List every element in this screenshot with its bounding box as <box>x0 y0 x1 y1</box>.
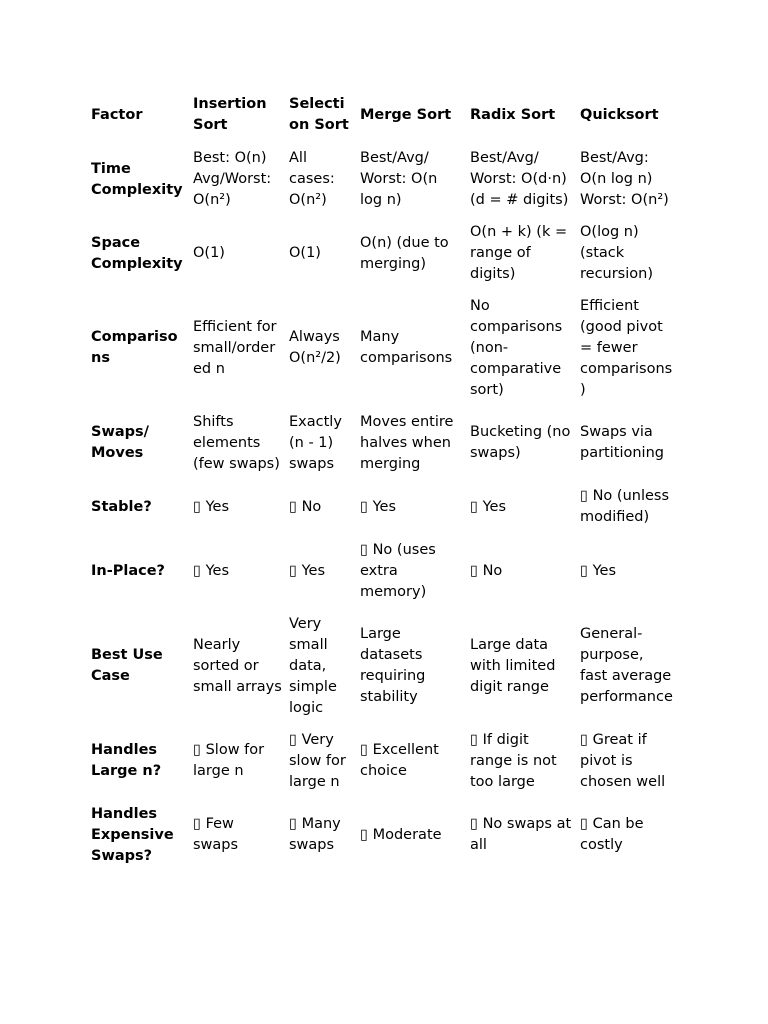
table-cell: Many comparisons <box>360 329 453 366</box>
table-cell: Exactly (n - 1) swaps <box>289 413 342 472</box>
table-cell: ▯ Great if pivot is chosen well <box>580 731 666 790</box>
table-cell: Large datasets requiring stability <box>360 626 426 705</box>
table-cell: Swaps via partitioning <box>580 424 664 461</box>
table-cell: Efficient for small/ordered n <box>193 318 277 377</box>
table-row <box>87 290 676 406</box>
table-cell: ▯ Few swaps <box>193 816 239 853</box>
table-cell: All cases: O(n²) <box>289 150 335 208</box>
row-factor: In-Place? <box>91 562 165 579</box>
table-row <box>87 798 676 872</box>
table-cell: Moves entire halves when merging <box>360 413 454 472</box>
table-cell: Best: O(n) Avg/Worst: O(n²) <box>193 150 272 208</box>
table-cell: O(n + k) (k = range of digits) <box>470 224 568 282</box>
header-insertion-sort: Insertion Sort <box>193 96 267 133</box>
row-factor: Handles Expensive Swaps? <box>91 805 174 864</box>
header-factor: Factor <box>91 106 143 123</box>
table-cell: O(log n) (stack recursion) <box>580 224 653 282</box>
table-cell: ▯ Yes <box>193 498 229 515</box>
header-quicksort: Quicksort <box>580 106 659 123</box>
table-cell: No comparisons (non-comparative sort) <box>470 297 563 398</box>
table-row <box>87 480 676 534</box>
header-radix-sort: Radix Sort <box>470 106 556 123</box>
table-cell: ▯ Yes <box>289 562 325 579</box>
table-row <box>87 534 676 608</box>
row-factor: Space Complexity <box>91 234 183 272</box>
table-cell: O(n) (due to merging) <box>360 234 449 272</box>
table-cell: Best/Avg: O(n log n) Worst: O(n²) <box>580 150 669 208</box>
table-cell: ▯ Yes <box>580 562 616 579</box>
table-cell: Nearly sorted or small arrays <box>193 636 282 695</box>
sorting-comparison-table <box>87 88 676 872</box>
table-cell: O(1) <box>193 245 225 261</box>
table-row <box>87 724 676 798</box>
table-cell: ▯ Yes <box>193 562 229 579</box>
table-cell: Best/Avg/ Worst: O(n log n) <box>360 150 438 208</box>
table-cell: ▯ No <box>470 562 503 579</box>
table-cell: ▯ Many swaps <box>289 816 341 853</box>
table-cell: ▯ If digit range is not too large <box>470 731 557 790</box>
table-cell: ▯ Yes <box>360 498 396 515</box>
table-row <box>87 142 676 217</box>
header-selection-sort: Selection Sort <box>289 96 349 133</box>
row-factor: Comparisons <box>91 329 178 366</box>
row-factor: Handles Large n? <box>91 742 162 779</box>
table-cell: ▯ Yes <box>470 498 506 515</box>
table-cell: ▯ Very slow for large n <box>289 731 346 790</box>
table-cell: General-purpose, fast average performance <box>580 626 673 705</box>
table-cell: ▯ Moderate <box>360 826 442 843</box>
table-cell: ▯ Excellent choice <box>360 742 439 779</box>
table-header-row <box>87 88 676 142</box>
table-row <box>87 406 676 480</box>
row-factor: Time Complexity <box>91 160 183 198</box>
table-cell: ▯ No swaps at all <box>470 816 572 853</box>
table-cell: Large data with limited digit range <box>470 636 556 695</box>
table-cell: Best/Avg/ Worst: O(d·n) (d = # digits) <box>470 150 569 208</box>
row-factor: Best Use Case <box>91 647 163 684</box>
table-cell: Bucketing (no swaps) <box>470 424 571 461</box>
header-merge-sort: Merge Sort <box>360 106 452 123</box>
table-cell: Very small data, simple logic <box>289 615 337 716</box>
table-row <box>87 608 676 724</box>
row-factor: Swaps/ Moves <box>91 424 149 461</box>
table-cell: ▯ No (unless modified) <box>580 488 670 525</box>
table-cell: ▯ No (uses extra memory) <box>360 541 436 600</box>
table-cell: O(1) <box>289 245 321 261</box>
table-cell: ▯ Can be costly <box>580 816 644 853</box>
table-cell: ▯ No <box>289 498 322 515</box>
table-cell: Shifts elements (few swaps) <box>193 413 280 472</box>
table-cell: Efficient (good pivot = fewer comparisons) <box>580 297 673 398</box>
row-factor: Stable? <box>91 498 152 515</box>
table-cell: Always O(n²/2) <box>289 329 341 366</box>
table-row <box>87 217 676 290</box>
table-cell: ▯ Slow for large n <box>193 742 265 779</box>
